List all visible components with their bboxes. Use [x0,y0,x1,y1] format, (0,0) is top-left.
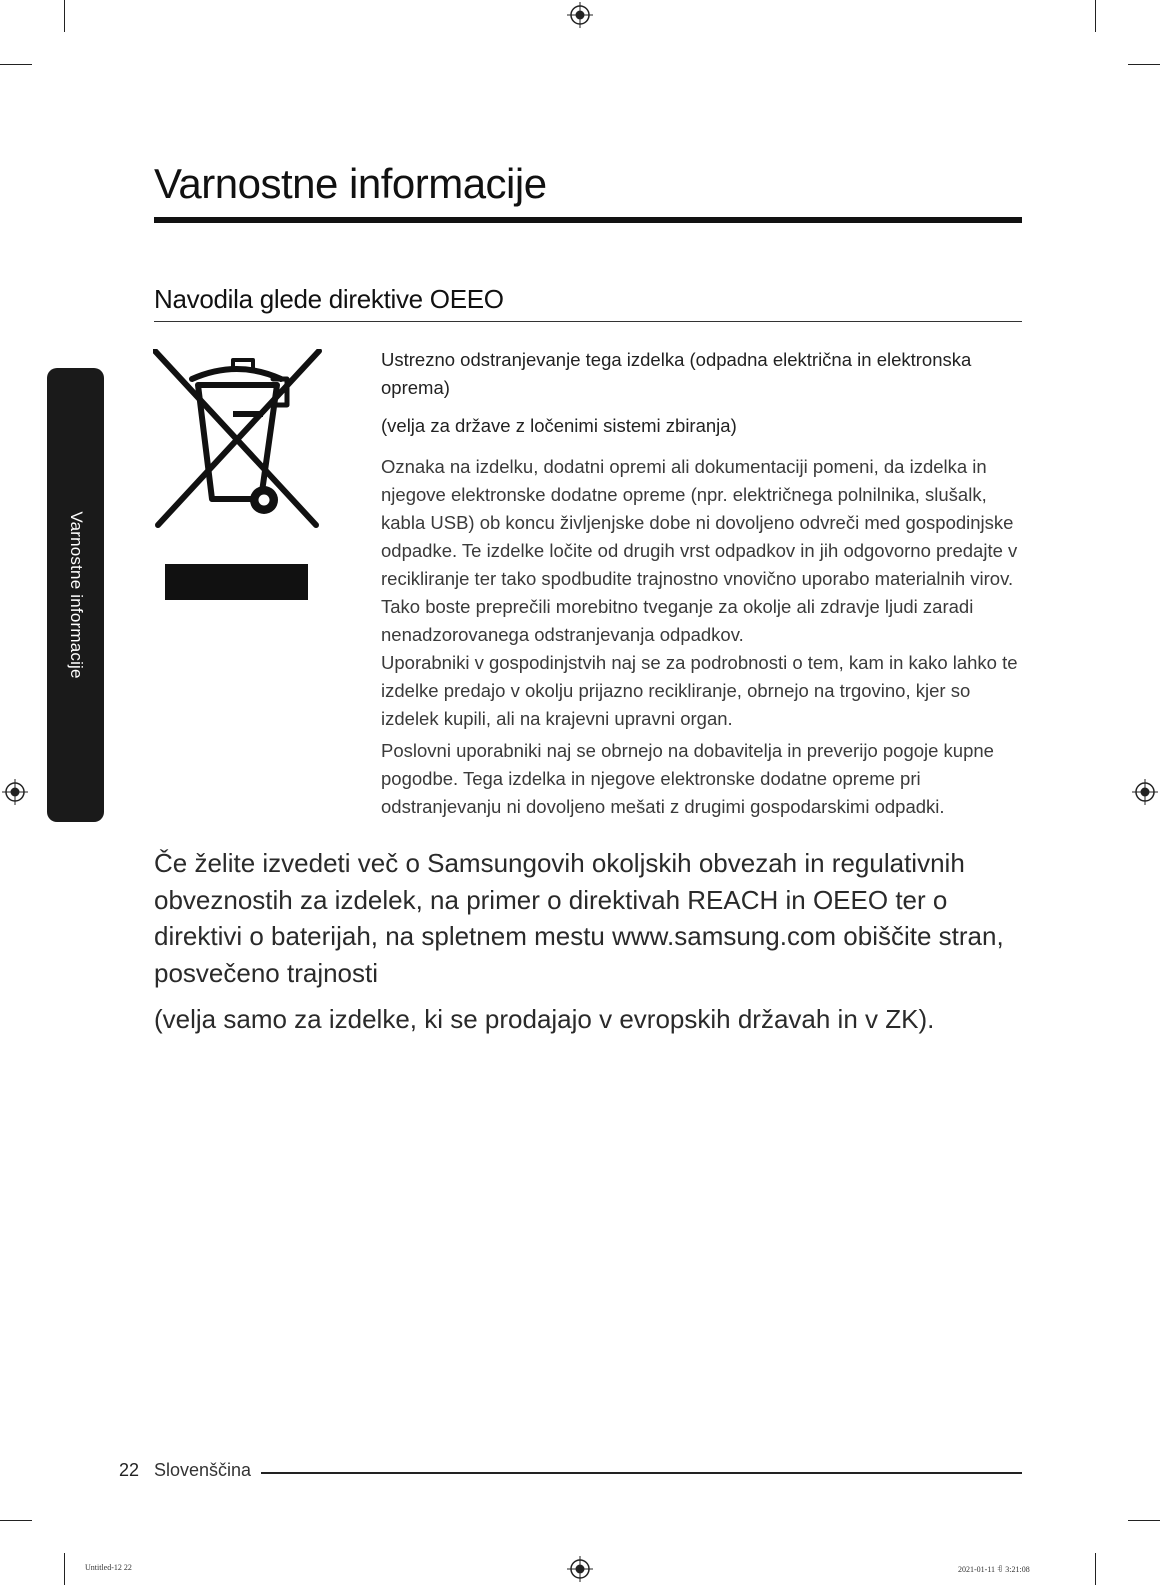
crop-mark [64,0,65,32]
paragraph-2: Uporabniki v gospodinjstvih naj se za podrobnosti o tem, kam in kako lahko te izdelke predajo v okolju prijazno recikliranje, obrnejo na trgovino, kjer so izdelek kupili, ali na krajevni upravni organ. [381,652,1018,729]
crop-mark [0,1520,32,1521]
side-tab-label: Varnostne informacije [67,511,86,679]
section-subheading: (velja za države z ločenimi sistemi zbiranja) [381,415,737,436]
paragraph-1: Oznaka na izdelku, dodatni opremi ali dokumentaciji pomeni, da izdelka in njegove elektronske dodatne opreme (npr. električnega polnilnika, slušalk, kabla USB) ob koncu življenjske dobe ni dovoljeno odvreči med gospodinjske odpadke. Te izdelke ločite od drugih vrst odpadkov in jih odgovorno predajte v recikliranje ter tako spodbudite trajnostno vnovično uporabo materialnih virov. Tako boste preprečili morebitno tveganje za okolje ali zdravje ljudi zaradi nenadzorovanega odstranjevanja odpadkov. [381,456,1018,645]
page-number: 22 [119,1460,140,1480]
samsung-info-text: Če želite izvedeti več o Samsungovih okoljskih obvezah in regulativnih obveznostih za izdelek, na primer o direktivah REACH in OEEO ter o direktivi o baterijah, na spletnem mestu www.samsung.com obiščite stran, posvečeno trajnosti [154,848,1004,988]
crop-mark [1095,0,1096,32]
registration-mark-icon [567,1556,593,1582]
registration-mark-icon [1132,779,1158,805]
title-divider [154,217,1022,223]
page-title: Varnostne informacije [154,160,547,207]
crop-mark [64,1553,65,1585]
print-timestamp: 2021-01-11 ꊙ 3:21:08 [958,1565,1030,1574]
weee-date-bar [165,564,308,600]
section-title: Navodila glede direktive OEEO [154,284,504,314]
paragraph-3: Poslovni uporabniki naj se obrnejo na dobavitelja in preverijo pogoje kupne pogodbe. Tega izdelka in njegove elektronske dodatne opreme pri odstranjevanju ni dovoljeno mešati z drugimi gospodarskimi odpadki. [381,740,994,817]
crop-mark [1095,1553,1096,1585]
footer-language: Slovenščina [154,1460,252,1480]
print-file-label: Untitled-12 22 [85,1563,132,1572]
crop-mark [0,64,32,65]
section-divider [154,321,1022,322]
crossed-out-wheelie-bin-icon [153,349,323,531]
footer-divider [261,1472,1022,1474]
registration-mark-icon [567,2,593,28]
section-heading: Ustrezno odstranjevanje tega izdelka (odpadna električna in elektronska oprema) [381,349,972,398]
samsung-info-note: (velja samo za izdelke, ki se prodajajo v evropskih državah in v ZK). [154,1004,935,1034]
registration-mark-icon [2,779,28,805]
crop-mark [1128,1520,1160,1521]
crop-mark [1128,64,1160,65]
